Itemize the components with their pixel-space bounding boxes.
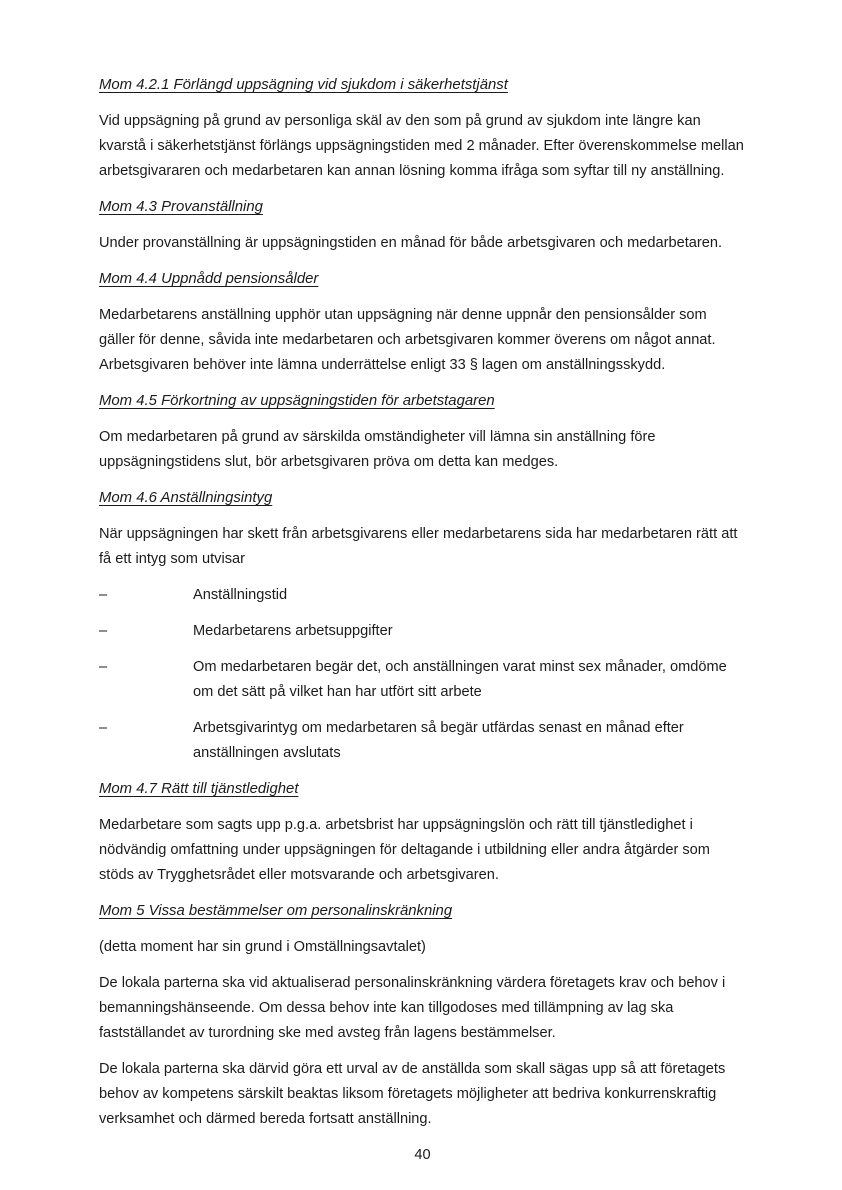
paragraph-mom-4-2-1: Vid uppsägning på grund av personliga skäl av den som på grund av sjukdom inte längre kan kvarstå i säkerhetstjänst förlängs uppsägningstiden med 2 månader. Efter överenskommelse mellan arbetsgivararen och medarbetaren kan annan lösning komma ifråga som syftar till ny anställning. — [99, 113, 744, 179]
list-item — [99, 619, 746, 644]
paragraph-mom-4-5: Om medarbetaren på grund av särskilda omständigheter vill lämna sin anställning före uppsägningstidens slut, bör arbetsgivaren pröva om detta kan medges. — [99, 429, 656, 470]
section-heading-mom-4-2-1: Mom 4.2.1 Förlängd uppsägning vid sjukdom i säkerhetstjänst — [99, 77, 508, 93]
section-heading-mom-4-5: Mom 4.5 Förkortning av uppsägningstiden för arbetstagaren — [99, 393, 495, 409]
list-item — [99, 716, 746, 766]
section-heading-mom-4-4: Mom 4.4 Uppnådd pensionsålder — [99, 271, 319, 287]
paragraph-mom-5-note: (detta moment har sin grund i Omställningsavtalet) — [99, 939, 426, 955]
list-item-text: Medarbetarens arbetsuppgifter — [193, 623, 393, 639]
dash-marker: – — [99, 659, 108, 675]
paragraph-mom-5-first: De lokala parterna ska vid aktualiserad personalinskränkning värdera företagets krav och behov i bemanningshänseende. Om dessa behov inte kan tillgodoses med tillämpning av lag ska fastställandet av turordning ske med avsteg från lagens bestämmelser. — [99, 975, 726, 1041]
section-heading-mom-4-6: Mom 4.6 Anställningsintyg — [99, 490, 273, 506]
paragraph-mom-4-7: Medarbetare som sagts upp p.g.a. arbetsbrist har uppsägningslön och rätt till tjänstledighet i nödvändig omfattning under uppsägningen för deltagande i utbildning eller andra åtgärder som stöds av Trygghetsrådet eller motsvarande och arbetsgivaren. — [99, 817, 710, 883]
dash-marker: – — [99, 587, 108, 603]
paragraph-mom-4-4: Medarbetarens anställning upphör utan uppsägning när denne uppnår den pensionsålder som gäller för denne, såvida inte medarbetaren och arbetsgivaren kommer överens om något annat. Arbetsgivaren behöver inte lämna underrättelse enligt 33 § lagen om anställningsskydd. — [99, 307, 716, 373]
list-item — [99, 583, 746, 608]
paragraph-mom-4-3: Under provanställning är uppsägningstiden en månad för både arbetsgivaren och medarbetaren. — [99, 235, 723, 251]
section-heading-mom-4-3: Mom 4.3 Provanställning — [99, 199, 263, 215]
list-item — [99, 655, 746, 705]
dash-marker: – — [99, 623, 108, 639]
dash-marker: – — [99, 720, 108, 736]
paragraph-mom-5-second: De lokala parterna ska därvid göra ett urval av de anställda som skall sägas upp så att företagets behov av kompetens särskilt beaktas liksom företagets möjligheter att bedriva konkurrenskraftig verksamhet och därmed bereda fortsatt anställning. — [99, 1061, 726, 1127]
section-heading-mom-5: Mom 5 Vissa bestämmelser om personalinskränkning — [99, 903, 453, 919]
list-item-text: Arbetsgivarintyg om medarbetaren så begär utfärdas senast en månad efter anställningen avslutats — [193, 720, 684, 761]
page-number: 40 — [414, 1147, 431, 1163]
section-heading-mom-4-7: Mom 4.7 Rätt till tjänstledighet — [99, 781, 299, 797]
list-item-text: Om medarbetaren begär det, och anställningen varat minst sex månader, omdöme om det sätt på vilket han har utfört sitt arbete — [193, 659, 727, 700]
list-item-text: Anställningstid — [193, 587, 288, 603]
certificate-items-list — [99, 583, 746, 766]
paragraph-mom-4-6-intro: När uppsägningen har skett från arbetsgivarens eller medarbetarens sida har medarbetaren rätt att få ett intyg som utvisar — [99, 526, 738, 567]
